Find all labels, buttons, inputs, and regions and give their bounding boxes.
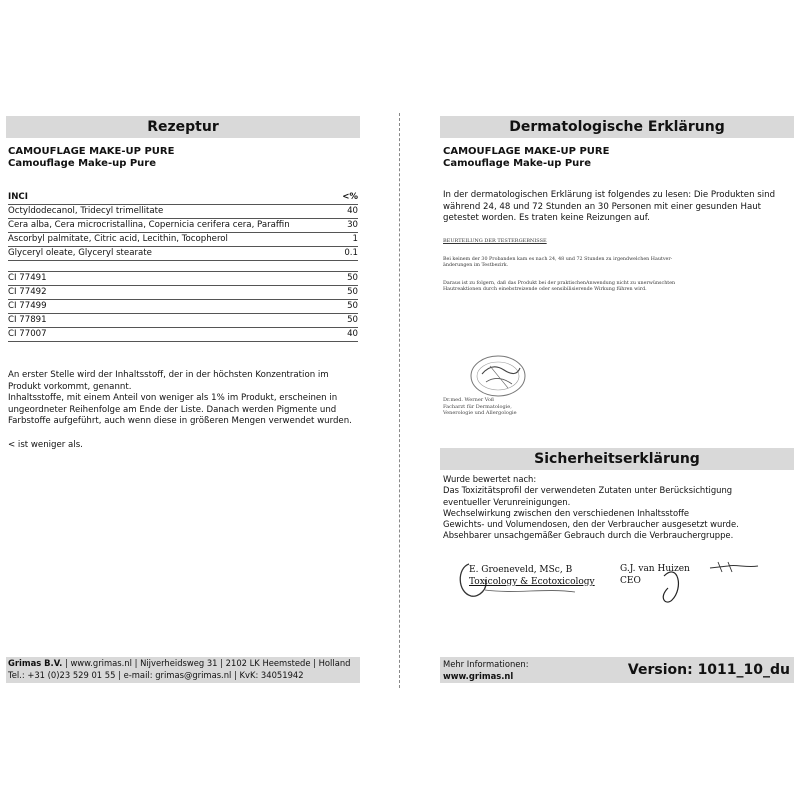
- page-divider: [399, 113, 400, 688]
- signature-2-name: G.J. van Huizen: [620, 564, 690, 574]
- safety-header: Sicherheitserklärung: [440, 448, 794, 470]
- pigment-row-value: 50: [317, 286, 358, 300]
- safety-text: [443, 474, 788, 542]
- notes: [8, 370, 360, 451]
- inci-row-name: Octyldodecanol, Tridecyl trimellitate: [8, 205, 317, 219]
- signature-2-title: CEO: [620, 576, 641, 586]
- inci-table: [8, 191, 358, 342]
- doctor-name: Dr.med. Werner Voß: [443, 397, 495, 403]
- website-link[interactable]: www.grimas.nl: [443, 671, 514, 681]
- note-order: Inhaltsstoffe, mit einem Anteil von weniger als 1% im Produkt, erscheinen in ungeordneter Reihenfolge am Ende der Liste. Danach werden Pigmente und Farbstoffe aufgeführt, auch wenn diese in größeren Mengen verwendet wurden.: [8, 393, 352, 426]
- signature-1: [455, 558, 605, 603]
- safety-line: Wechselwirkung zwischen den verschiedenen Inhaltsstoffe: [443, 507, 690, 518]
- pigment-row-name: CI 77891: [8, 314, 317, 328]
- inci-head-value: <%: [317, 191, 358, 205]
- inci-row-name: Ascorbyl palmitate, Citric acid, Lecithin, Tocopherol: [8, 233, 317, 247]
- left-product-upper: CAMOUFLAGE MAKE-UP PURE: [8, 146, 175, 157]
- scan-paragraph: Daraus ist zu folgern, daß das Produkt bei der praktischenAnwendung nicht zu unerwünschten Hautreaktionen durch einebstreizende oder sensibilisierende Wirkung führen wird.: [443, 281, 676, 292]
- pigment-row-name: CI 77007: [8, 328, 317, 342]
- pigment-row-name: CI 77499: [8, 300, 317, 314]
- pigment-row-name: CI 77492: [8, 286, 317, 300]
- safety-line: eventueller Verunreinigungen.: [443, 496, 571, 507]
- footer-address: | www.grimas.nl | Nijverheidsweg 31 | 2102 LK Heemstede | Holland: [62, 658, 351, 668]
- right-product-upper: CAMOUFLAGE MAKE-UP PURE: [443, 146, 610, 157]
- note-first-position: An erster Stelle wird der Inhaltsstoff, der in der höchsten Konzentration im Produkt vorkommt, genannt.: [8, 370, 329, 392]
- doctor-title: Venerologie und Allergologie: [443, 410, 517, 416]
- inci-row-name: Glyceryl oleate, Glyceryl stearate: [8, 247, 317, 261]
- pigment-row-value: 50: [317, 300, 358, 314]
- signature-1-title: Toxicology & Ecotoxicology: [469, 577, 595, 587]
- note-less-than: < ist weniger als.: [8, 439, 83, 450]
- left-product-mixed: Camouflage Make-up Pure: [8, 158, 157, 169]
- right-product-mixed: Camouflage Make-up Pure: [443, 158, 592, 169]
- right-footer: [440, 657, 794, 683]
- pigment-row-value: 50: [317, 272, 358, 286]
- more-info-label: Mehr Informationen:: [443, 659, 529, 669]
- scan-title: BEURTEILUNG DER TESTERGEBNISSE: [443, 238, 547, 244]
- footer-company: Grimas B.V.: [8, 658, 63, 668]
- signature-2: [618, 558, 768, 608]
- scan-paragraph: Bei keinem der 30 Probanden kam es nach 24, 48 und 72 Stunden zu irgendwelchen Hautver-änderungen im Testbezirk.: [443, 257, 673, 268]
- inci-row-name: Cera alba, Cera microcristallina, Copernicia cerifera cera, Paraffin: [8, 219, 317, 233]
- left-footer: [6, 657, 360, 683]
- safety-line: Absehbarer unsachgemäßer Gebrauch durch die Verbrauchergruppe.: [443, 530, 734, 541]
- pigment-row-name: CI 77491: [8, 272, 317, 286]
- left-header: Rezeptur: [6, 116, 360, 138]
- inci-row-value: 30: [317, 219, 358, 233]
- inci-row-value: 1: [317, 233, 358, 247]
- inci-row-value: 40: [317, 205, 358, 219]
- right-header: Dermatologische Erklärung: [440, 116, 794, 138]
- dermatology-intro: In der dermatologischen Erklärung ist folgendes zu lesen: Die Produkten sind während 24, 48 und 72 Stunden an 30 Personen mit einer gesunden Haut getestet worden. Es traten keine Reizungen auf.: [443, 190, 776, 223]
- safety-line: Wurde bewertet nach:: [443, 474, 537, 484]
- safety-line: Das Toxizitätsprofil der verwendeten Zutaten unter Berücksichtigung: [443, 485, 733, 496]
- scanned-certificate: [443, 238, 683, 293]
- footer-contact: Tel.: +31 (0)23 529 01 55 | e-mail: grimas@grimas.nl | KvK: 34051942: [8, 670, 304, 680]
- pigment-row-value: 40: [317, 328, 358, 342]
- doctor-title: Facharzt für Dermatologie,: [443, 403, 512, 410]
- version-label: Version: 1011_10_du: [627, 662, 790, 678]
- pigment-row-value: 50: [317, 314, 358, 328]
- inci-row-value: 0.1: [317, 247, 358, 261]
- safety-line: Gewichts- und Volumendosen, den der Verbraucher ausgesetzt wurde.: [443, 519, 739, 530]
- signature-1-name: E. Groeneveld, MSc, B: [469, 565, 573, 575]
- doctor-stamp: [468, 354, 530, 398]
- doctor-signature-block: [443, 397, 517, 417]
- inci-head-name: INCI: [8, 191, 317, 205]
